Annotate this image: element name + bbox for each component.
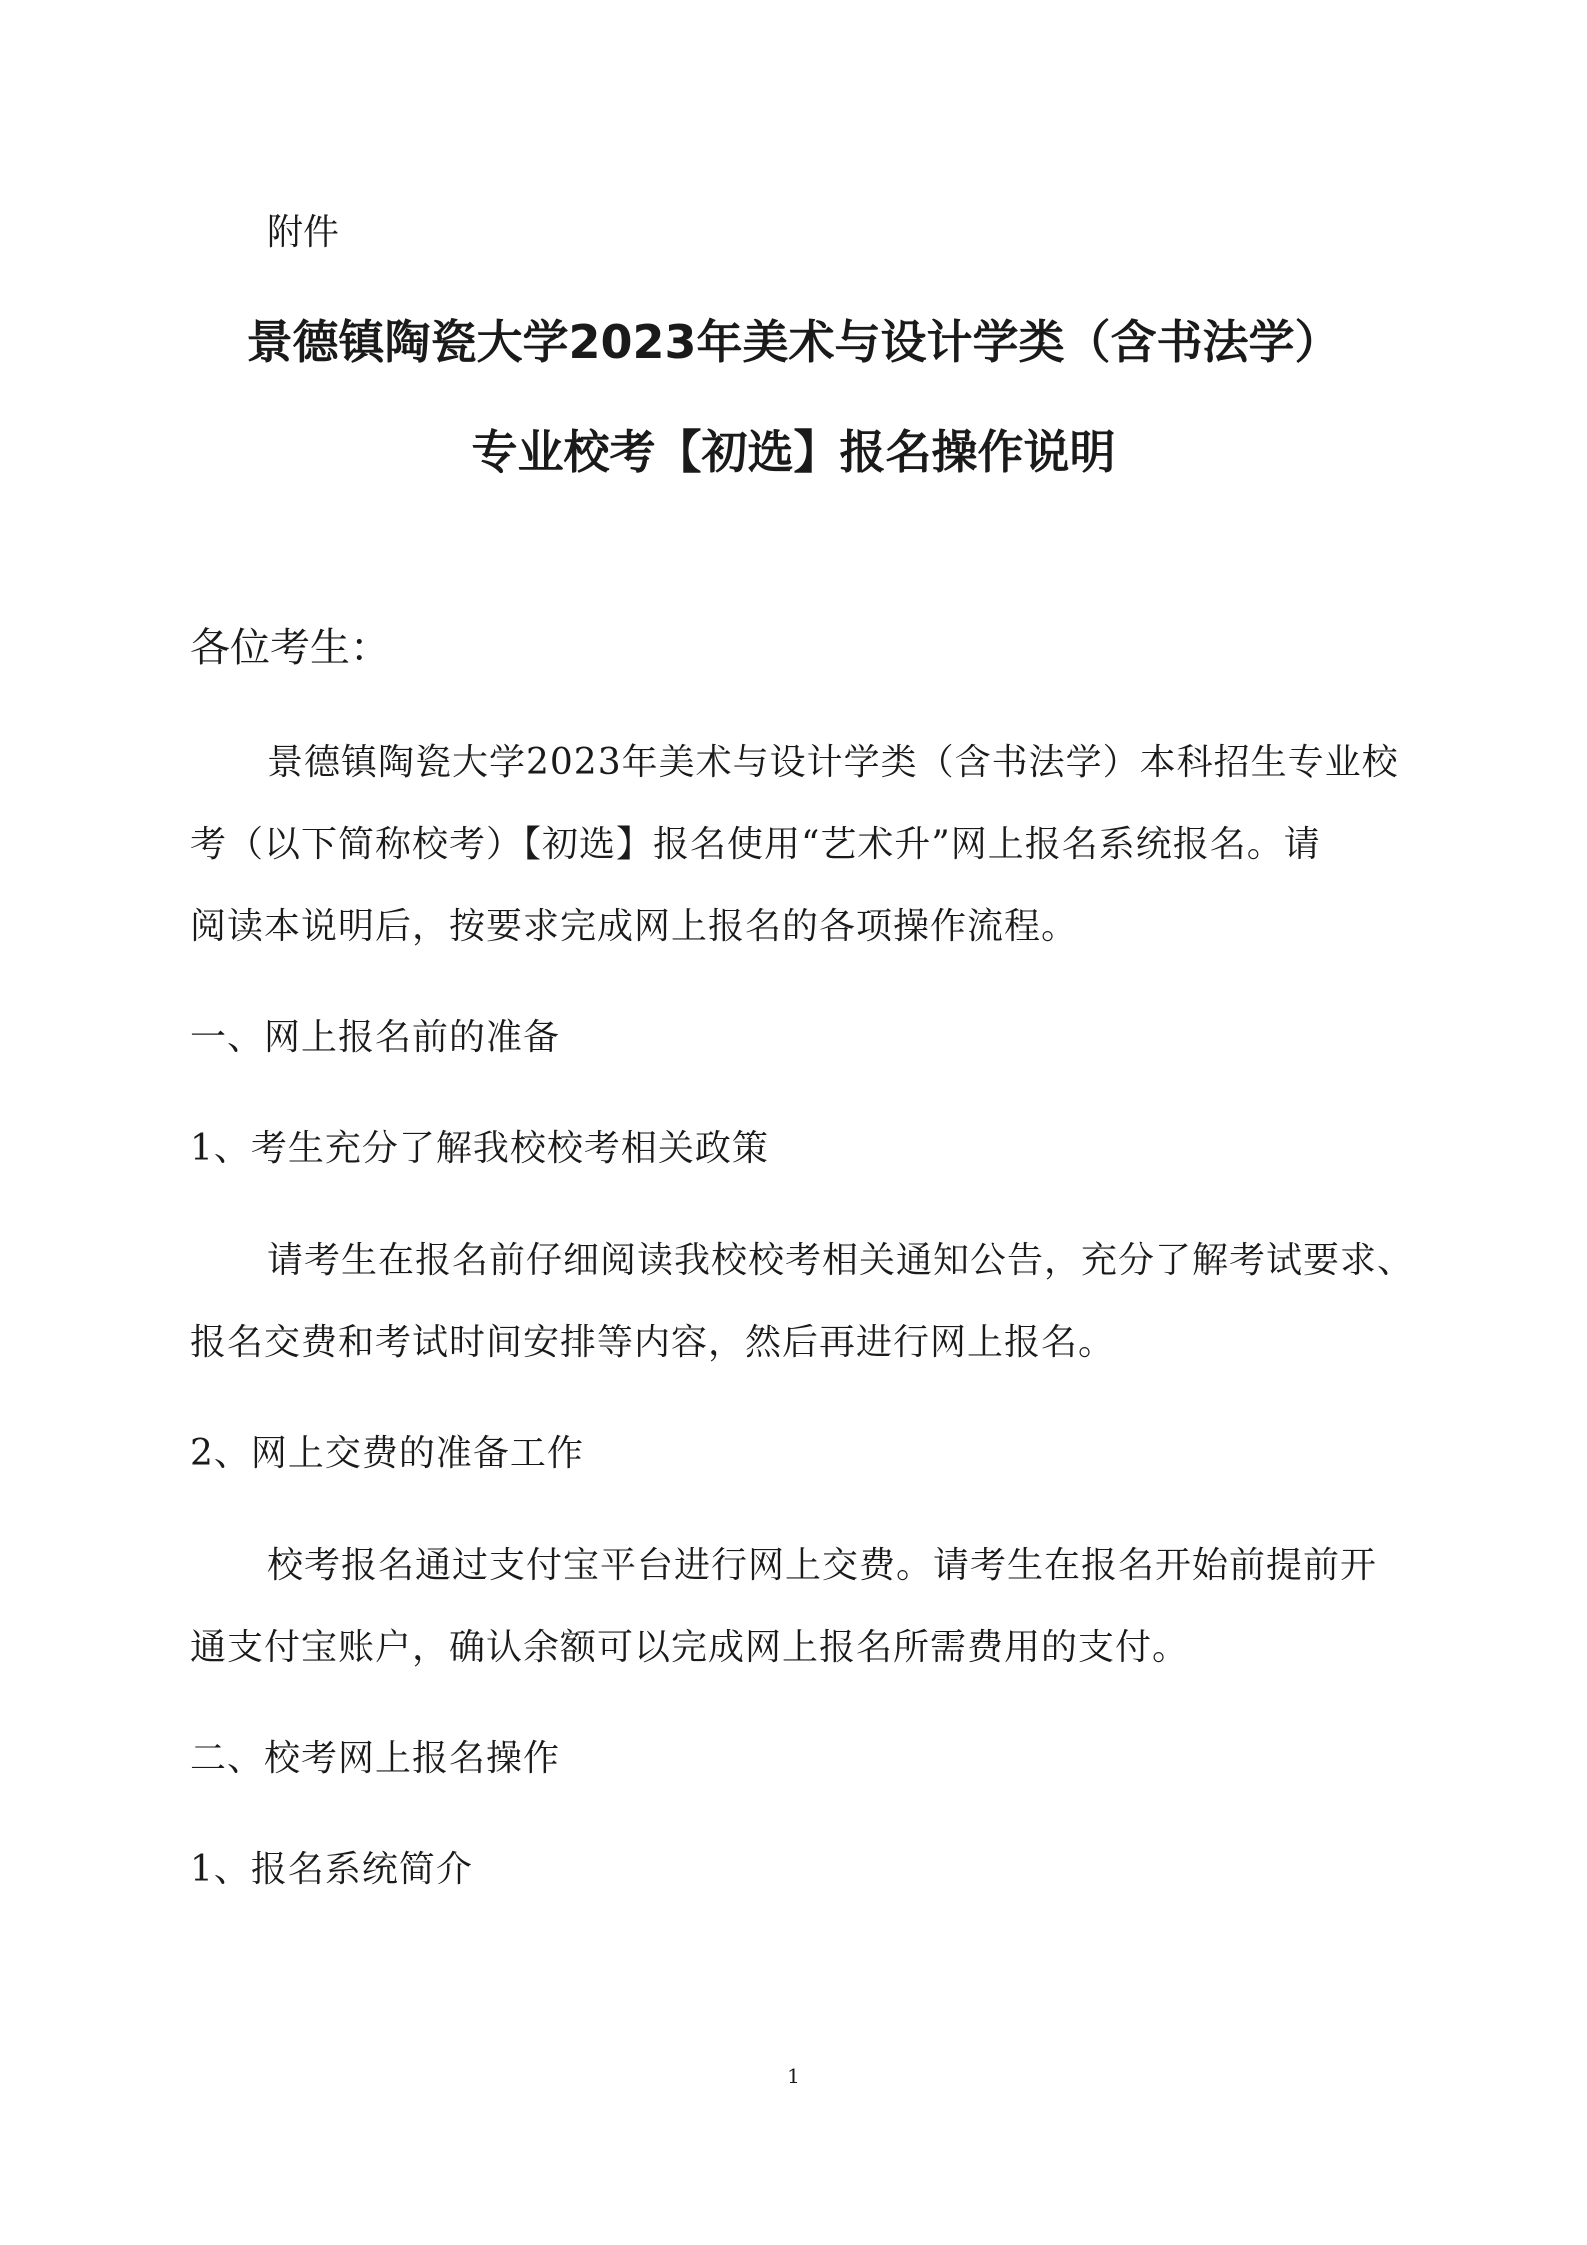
section-1-item-1-line-1: 请考生在报名前仔细阅读我校校考相关通知公告，充分了解考试要求、 [267, 1240, 1415, 1281]
section-1-item-2-line-2: 通支付宝账户，确认余额可以完成网上报名所需费用的支付。 [190, 1627, 1190, 1668]
section-1-item-2-heading: 2、网上交费的准备工作 [190, 1433, 584, 1474]
section-2-heading: 二、校考网上报名操作 [190, 1738, 561, 1779]
page-number: 1 [787, 2064, 800, 2088]
section-1-heading: 一、网上报名前的准备 [190, 1017, 561, 1058]
section-1-item-1-line-2: 报名交费和考试时间安排等内容，然后再进行网上报名。 [190, 1322, 1116, 1363]
section-1-item-2-line-1: 校考报名通过支付宝平台进行网上交费。请考生在报名开始前提前开 [267, 1545, 1378, 1586]
intro-line-2: 考（以下简称校考）【初选】报名使用“艺术升”网上报名系统报名。请 [190, 824, 1321, 865]
document-title-line-2: 专业校考【初选】报名操作说明 [471, 425, 1116, 479]
greeting: 各位考生： [190, 625, 390, 671]
intro-line-3: 阅读本说明后，按要求完成网上报名的各项操作流程。 [190, 906, 1079, 947]
section-1-item-1-heading: 1、考生充分了解我校校考相关政策 [190, 1128, 769, 1169]
document-title-line-1: 景德镇陶瓷大学2023年美术与设计学类（含书法学） [246, 315, 1341, 369]
intro-line-1: 景德镇陶瓷大学2023年美术与设计学类（含书法学）本科招生专业校 [267, 742, 1399, 783]
attachment-label: 附件 [267, 212, 340, 253]
section-2-item-1-heading: 1、报名系统简介 [190, 1849, 473, 1890]
